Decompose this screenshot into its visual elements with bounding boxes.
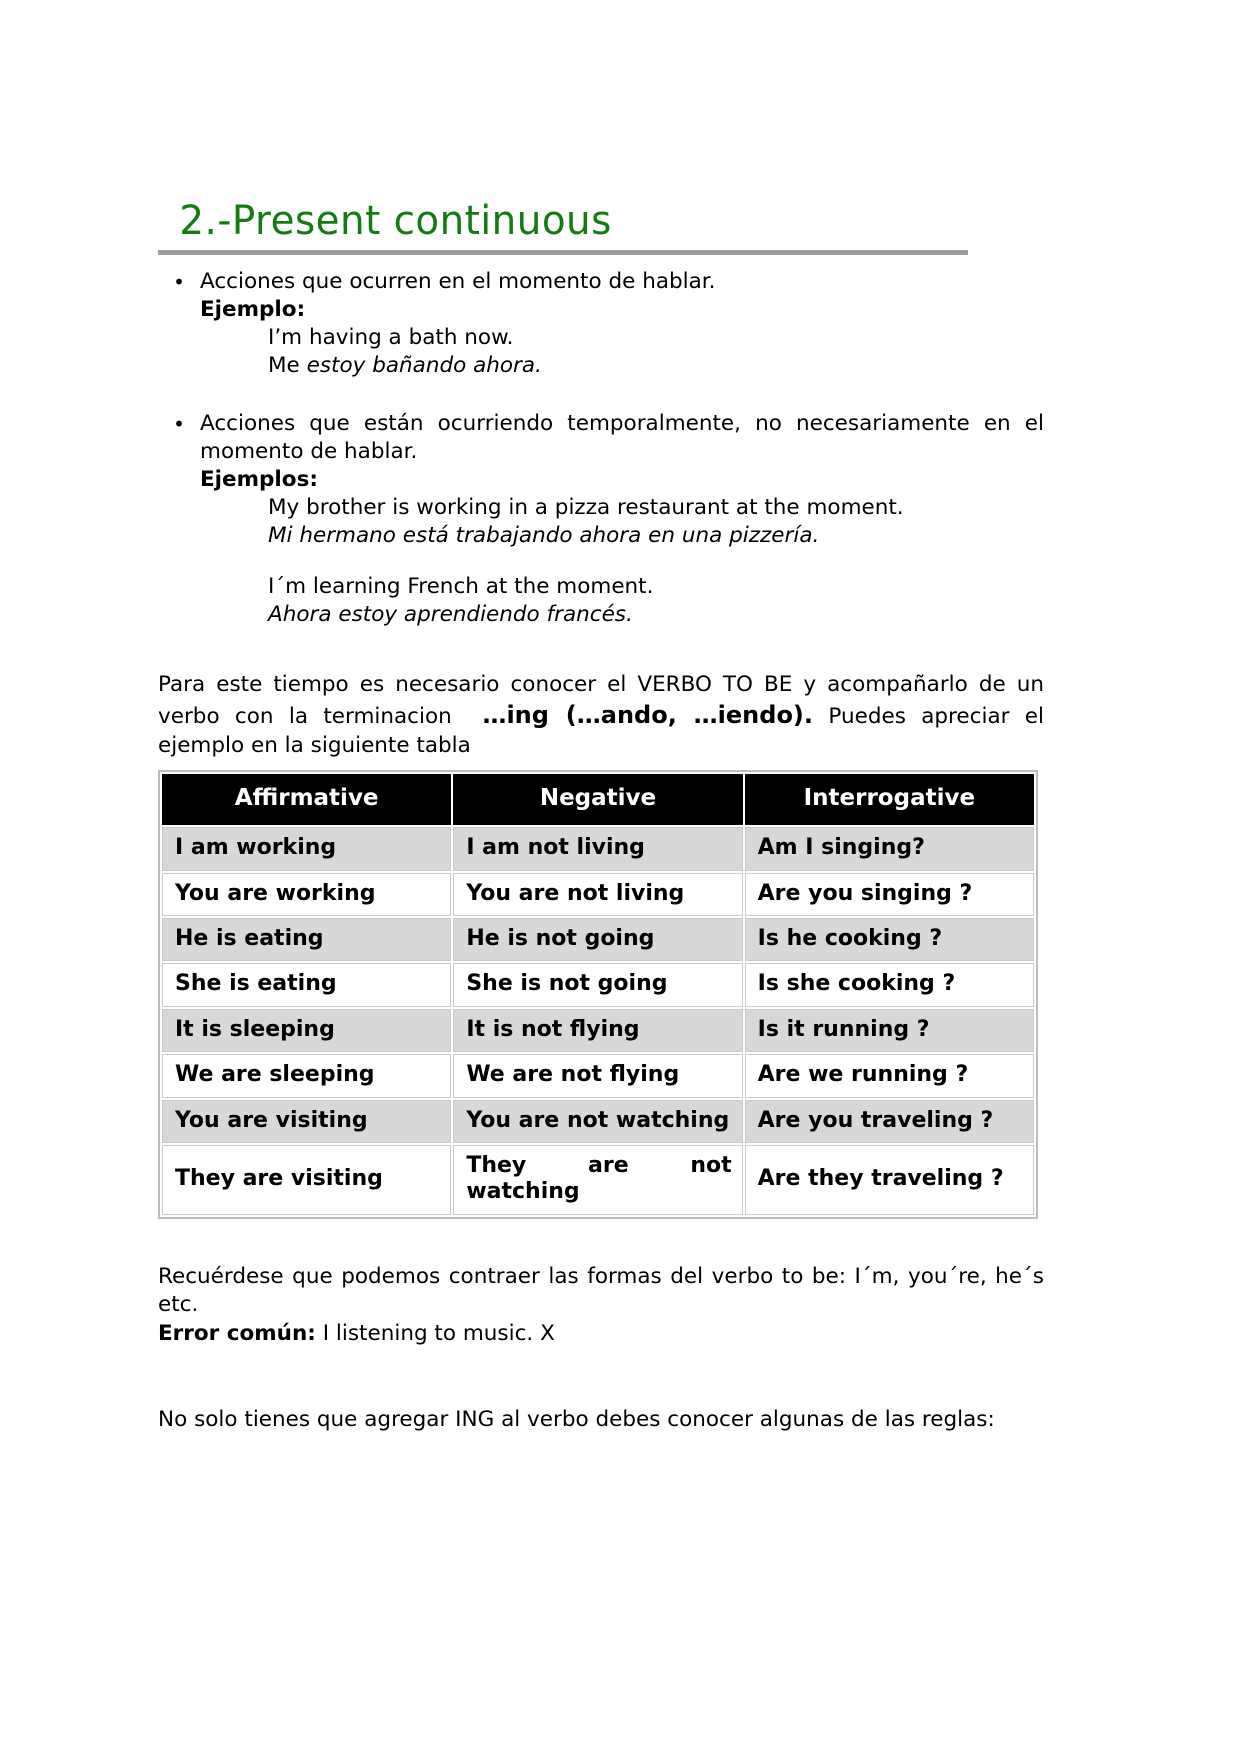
- bullet-content: [200, 268, 1044, 380]
- bullet-item: [158, 268, 1044, 380]
- example-spanish: [200, 601, 1044, 629]
- intro-emphasis: …ing (…ando, …iendo).: [482, 700, 814, 729]
- cell-affirmative: She is eating: [162, 963, 451, 1006]
- cell-negative: You are not watching: [453, 1100, 742, 1143]
- example-english: My brother is working in a pizza restaurant at the moment.: [268, 494, 904, 520]
- column-header-negative: Negative: [453, 774, 742, 825]
- table-row: [162, 827, 1034, 870]
- title-block: [158, 198, 968, 255]
- bullet-marker-icon: •: [173, 411, 185, 436]
- table-row: [162, 1054, 1034, 1097]
- common-error-label: Error común:: [158, 1321, 316, 1346]
- page-title: 2.-Present continuous: [179, 198, 612, 244]
- example-english: I´m learning French at the moment.: [268, 574, 654, 600]
- cell-interrogative: Is she cooking ?: [745, 963, 1034, 1006]
- cell-negative: They are not watching: [453, 1145, 742, 1215]
- conjugation-table: [160, 772, 1036, 1216]
- table-row: [162, 1009, 1034, 1052]
- cell-affirmative: You are visiting: [162, 1100, 451, 1143]
- example-spanish-italic: Ahora estoy aprendiendo francés.: [268, 602, 633, 628]
- example-spanish-prefix: Me: [268, 352, 307, 378]
- example-label: Ejemplos:: [200, 466, 318, 492]
- column-header-interrogative: Interrogative: [745, 774, 1034, 825]
- bullet-text: Acciones que están ocurriendo temporalmente, no necesariamente en el momento de hablar.: [200, 410, 1044, 464]
- table-row: [162, 873, 1034, 916]
- table-row: [162, 1100, 1034, 1143]
- cell-interrogative: Are they traveling ?: [745, 1145, 1034, 1215]
- intro-part1: Para este tiempo es necesario conocer el VERBO TO BE y acompañarlo de un verbo con la terminacion: [158, 672, 1044, 729]
- cell-affirmative: I am working: [162, 827, 451, 870]
- bullet-marker-icon: •: [173, 270, 185, 294]
- cell-interrogative: Is it running ?: [745, 1009, 1034, 1052]
- example-label: Ejemplo:: [200, 296, 306, 322]
- example-english: I’m having a bath now.: [268, 324, 514, 350]
- cell-affirmative: We are sleeping: [162, 1054, 451, 1097]
- example-spanish: [200, 522, 1044, 550]
- spacer: [158, 629, 1044, 671]
- cell-interrogative: Is he cooking ?: [745, 918, 1034, 961]
- table-body: [162, 827, 1034, 1215]
- table-row: [162, 1145, 1034, 1215]
- column-header-affirmative: Affirmative: [162, 774, 451, 825]
- table-header-row: [162, 774, 1034, 825]
- cell-affirmative: It is sleeping: [162, 1009, 451, 1052]
- cell-affirmative: You are working: [162, 873, 451, 916]
- example-spanish: [200, 352, 1044, 380]
- closing-text: No solo tienes que agregar ING al verbo debes conocer algunas de las reglas:: [158, 1406, 995, 1432]
- table-row: [162, 918, 1034, 961]
- intro-paragraph: [158, 671, 1044, 760]
- cell-affirmative: He is eating: [162, 918, 451, 961]
- cell-interrogative: Are you traveling ?: [745, 1100, 1034, 1143]
- bullet-item: [158, 410, 1044, 630]
- title-underline-rule: [158, 250, 968, 255]
- table-row: [162, 963, 1034, 1006]
- cell-negative: We are not flying: [453, 1054, 742, 1097]
- cell-negative: It is not flying: [453, 1009, 742, 1052]
- cell-negative: You are not living: [453, 873, 742, 916]
- common-error-text: I listening to music. X: [322, 1321, 555, 1346]
- cell-interrogative: Am I singing?: [745, 827, 1034, 870]
- cell-interrogative: Are you singing ?: [745, 873, 1034, 916]
- example-spanish-italic: estoy bañando ahora.: [306, 352, 542, 378]
- bullet-text: Acciones que ocurren en el momento de hablar.: [200, 269, 716, 294]
- common-error-line: [158, 1320, 1044, 1348]
- example-spanish-italic: Mi hermano está trabajando ahora en una pizzería.: [268, 522, 820, 548]
- cell-negative: She is not going: [453, 963, 742, 1006]
- document-body: [158, 268, 1044, 1434]
- conjugation-table-wrapper: [158, 770, 1038, 1218]
- reminder-text: Recuérdese que podemos contraer las formas del verbo to be: I´m, you´re, he´s etc.: [158, 1263, 1044, 1318]
- table-head: [162, 774, 1034, 825]
- cell-negative: He is not going: [453, 918, 742, 961]
- spacer: [200, 549, 1044, 573]
- cell-interrogative: Are we running ?: [745, 1054, 1034, 1097]
- cell-affirmative: They are visiting: [162, 1145, 451, 1215]
- cell-negative: I am not living: [453, 827, 742, 870]
- notes-block: [158, 1263, 1044, 1348]
- spacer: [158, 380, 1044, 410]
- bullet-content: [200, 410, 1044, 630]
- intro-part2: Puedes apreciar el ejemplo en la siguiente tabla: [158, 703, 1044, 758]
